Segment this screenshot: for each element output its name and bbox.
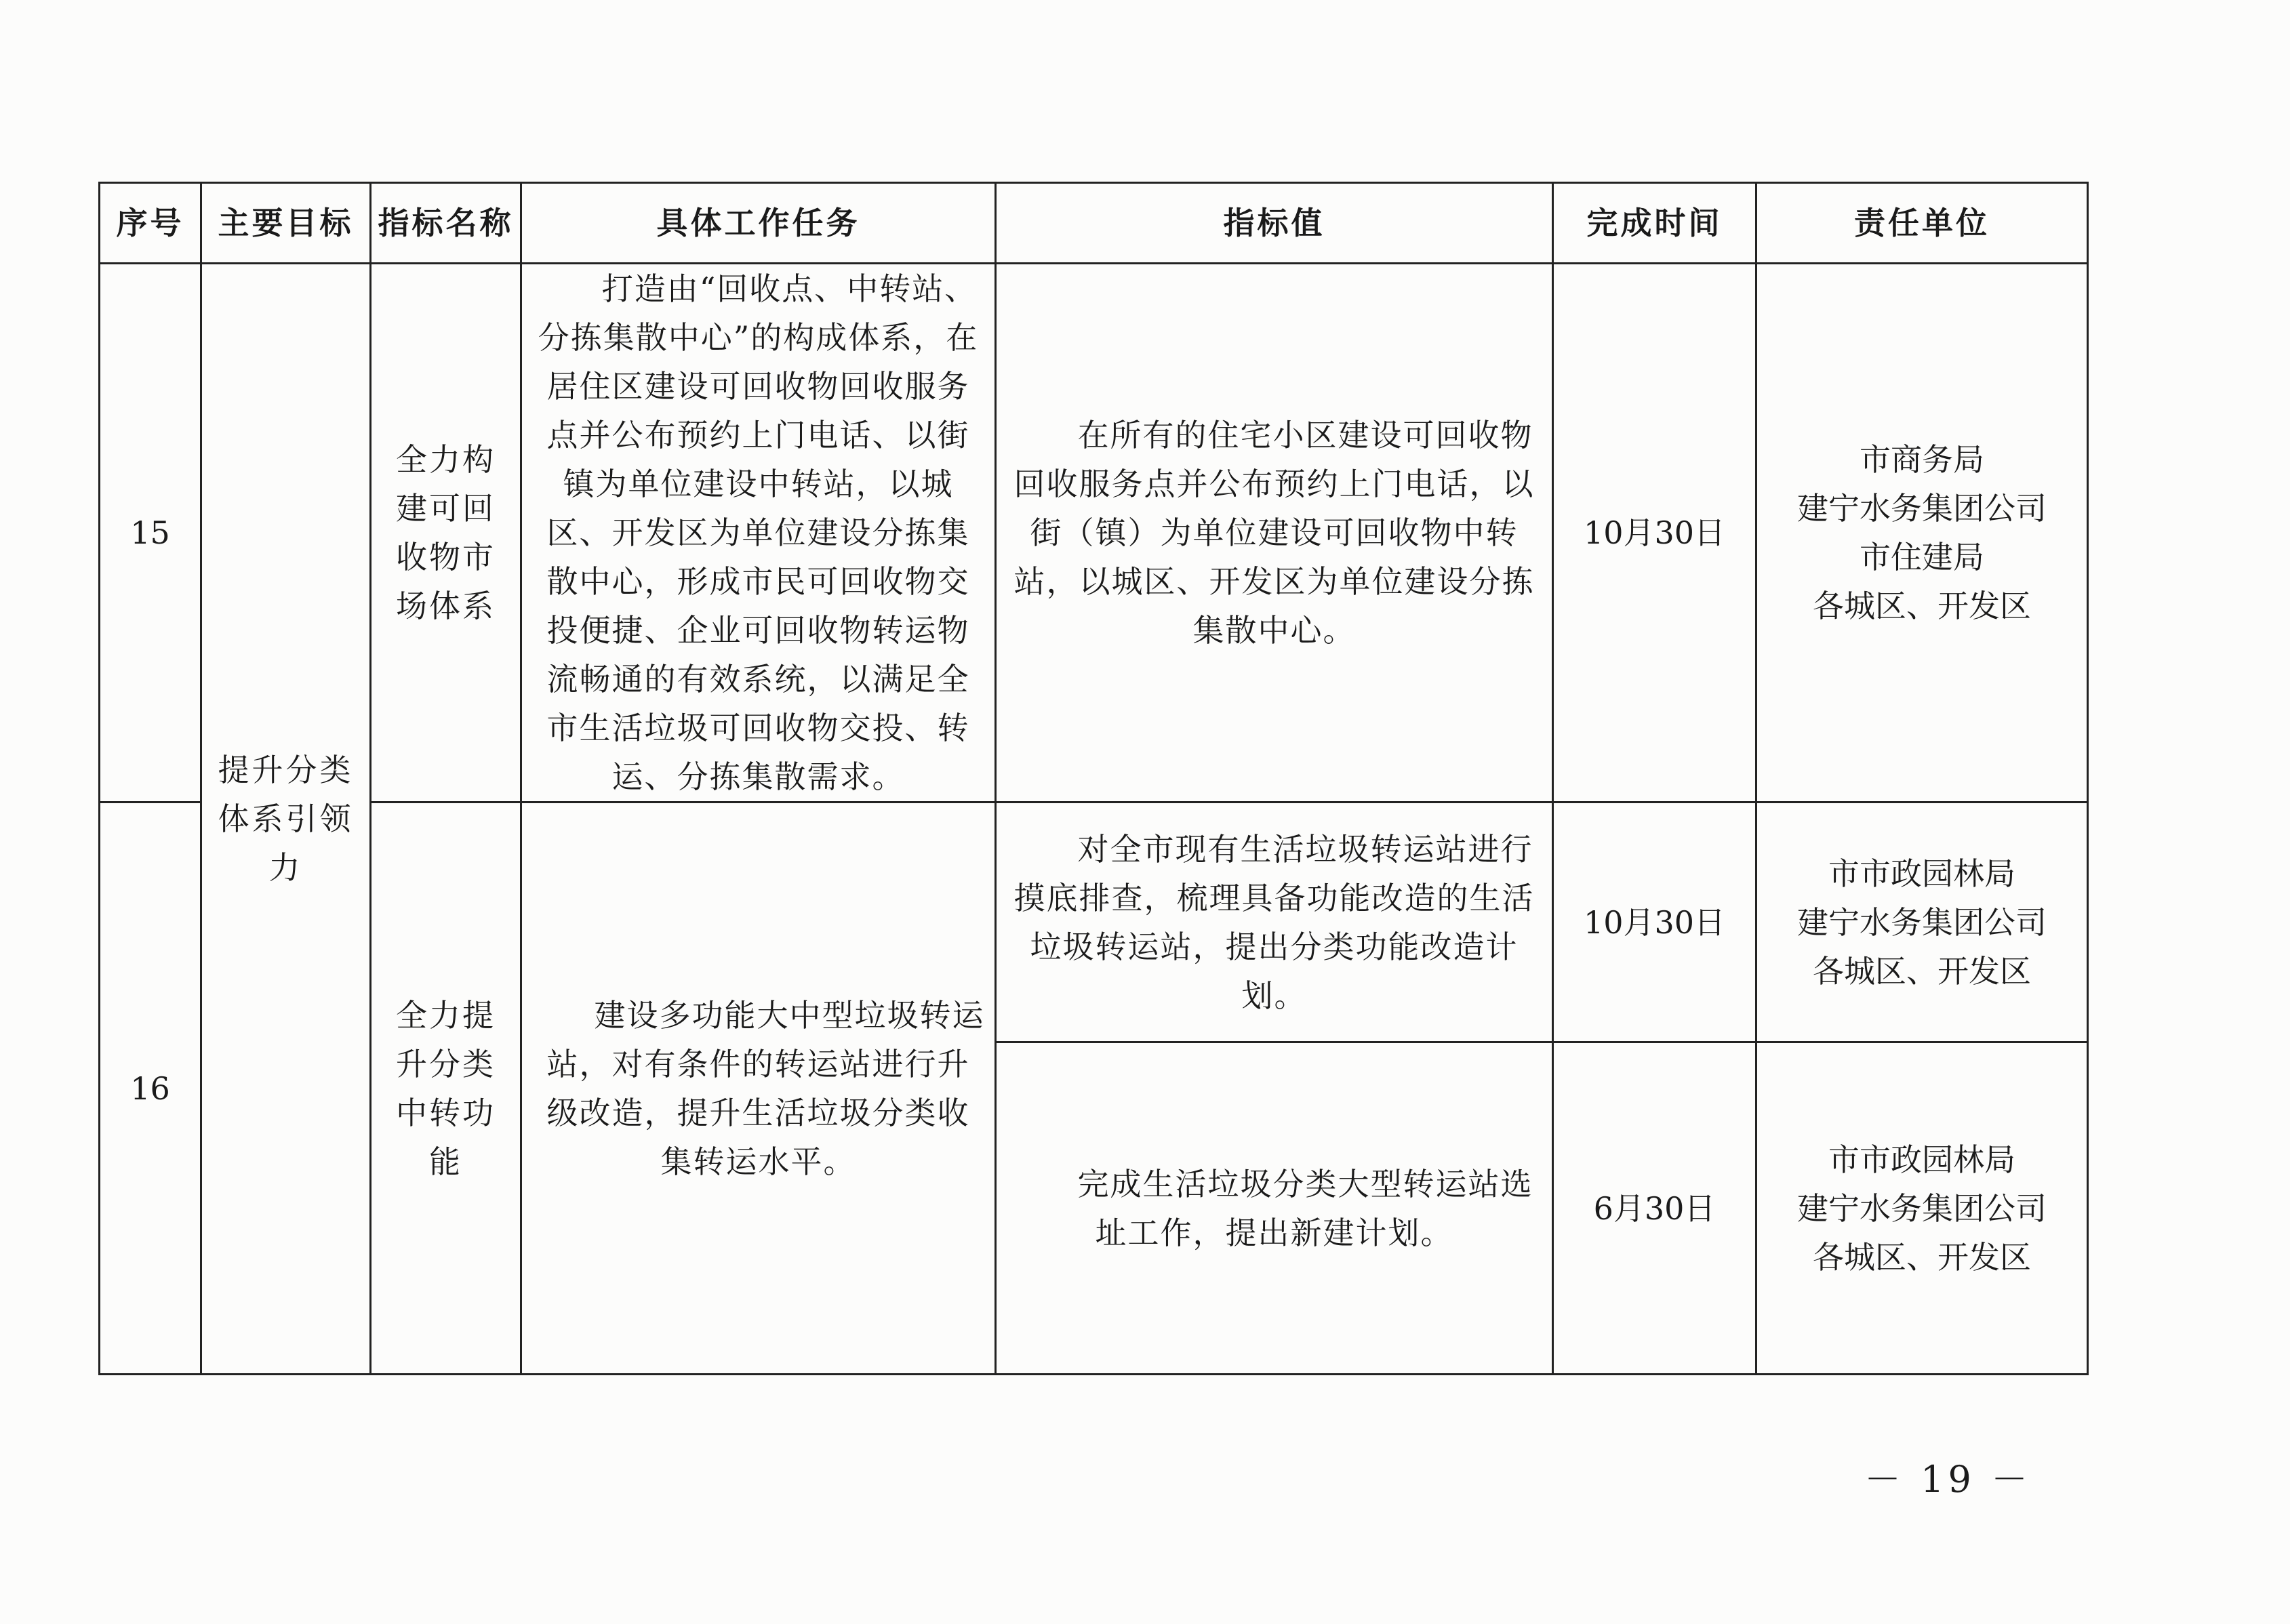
unit-name: 各城区、开发区	[1813, 588, 2031, 624]
deadline-cell: 10月30日	[1553, 264, 1756, 803]
task-text: 建设多功能大中型垃圾转运站，对有条件的转运站进行升级改造，提升生活垃圾分类收集转运水平。	[546, 996, 985, 1180]
goal-cell	[201, 264, 371, 1375]
unit-name: 建宁水务集团公司	[1797, 904, 2047, 941]
deadline-cell: 10月30日	[1553, 803, 1756, 1042]
task-table	[98, 182, 2089, 1375]
goal-text: 提升分类体系引领力	[218, 752, 354, 886]
units-cell	[1756, 264, 2088, 803]
task-cell	[521, 264, 996, 803]
unit-name: 各城区、开发区	[1813, 1238, 2031, 1276]
deadline-cell: 6月30日	[1553, 1042, 1756, 1375]
unit-name: 市市政园林局	[1828, 1141, 2015, 1178]
header-no: 序号	[100, 183, 201, 264]
header-units: 责任单位	[1756, 183, 2088, 264]
task-text: 打造由“回收点、中转站、分拣集散中心”的构成体系，在居住区建设可回收物回收服务点并公布预约上门电话、以街镇为单位建设中转站，以城区、开发区为单位建设分拣集散中心，形成市民可回收物交投便捷、企业可回收物转运物流畅通的有效系统，以满足全市生活垃圾可回收物交投、转运、分拣集散需求。	[538, 270, 979, 795]
row-number: 16	[100, 803, 201, 1375]
header-indicator-value: 指标值	[996, 183, 1553, 264]
table-header-row	[100, 183, 2088, 264]
unit-name: 市市政园林局	[1828, 855, 2015, 892]
indicator-name-text: 全力提升分类中转功能	[396, 996, 496, 1180]
header-task: 具体工作任务	[521, 183, 996, 264]
indicator-name-text: 全力构建可回收物市场体系	[396, 441, 496, 624]
indicator-value-cell	[996, 264, 1553, 803]
header-goal: 主要目标	[201, 183, 371, 264]
table-row	[100, 264, 2088, 803]
table-row	[100, 803, 2088, 1042]
indicator-name-cell	[371, 803, 521, 1375]
header-deadline: 完成时间	[1553, 183, 1756, 264]
row-number: 15	[100, 264, 201, 803]
units-cell	[1756, 1042, 2088, 1375]
units-cell	[1756, 803, 2088, 1042]
header-indicator-name: 指标名称	[371, 183, 521, 264]
indicator-value-text: 完成生活垃圾分类大型转运站选址工作，提出新建计划。	[1077, 1165, 1533, 1251]
unit-name: 市商务局	[1860, 441, 1984, 478]
indicator-name-cell	[371, 264, 521, 803]
indicator-value-text: 对全市现有生活垃圾转运站进行摸底排查，梳理具备功能改造的生活垃圾转运站，提出分类功能改造计划。	[1013, 830, 1535, 1014]
indicator-value-cell	[996, 803, 1553, 1042]
indicator-value-text: 在所有的住宅小区建设可回收物回收服务点并公布预约上门电话，以街（镇）为单位建设可回收物中转站，以城区、开发区为单位建设分拣集散中心。	[1013, 417, 1535, 649]
task-cell	[521, 803, 996, 1375]
unit-name: 市住建局	[1860, 539, 1984, 575]
unit-name: 各城区、开发区	[1813, 952, 2031, 990]
page-number: － 19 －	[1864, 1458, 2032, 1501]
unit-name: 建宁水务集团公司	[1797, 1190, 2047, 1227]
unit-name: 建宁水务集团公司	[1797, 490, 2047, 527]
indicator-value-cell	[996, 1042, 1553, 1375]
